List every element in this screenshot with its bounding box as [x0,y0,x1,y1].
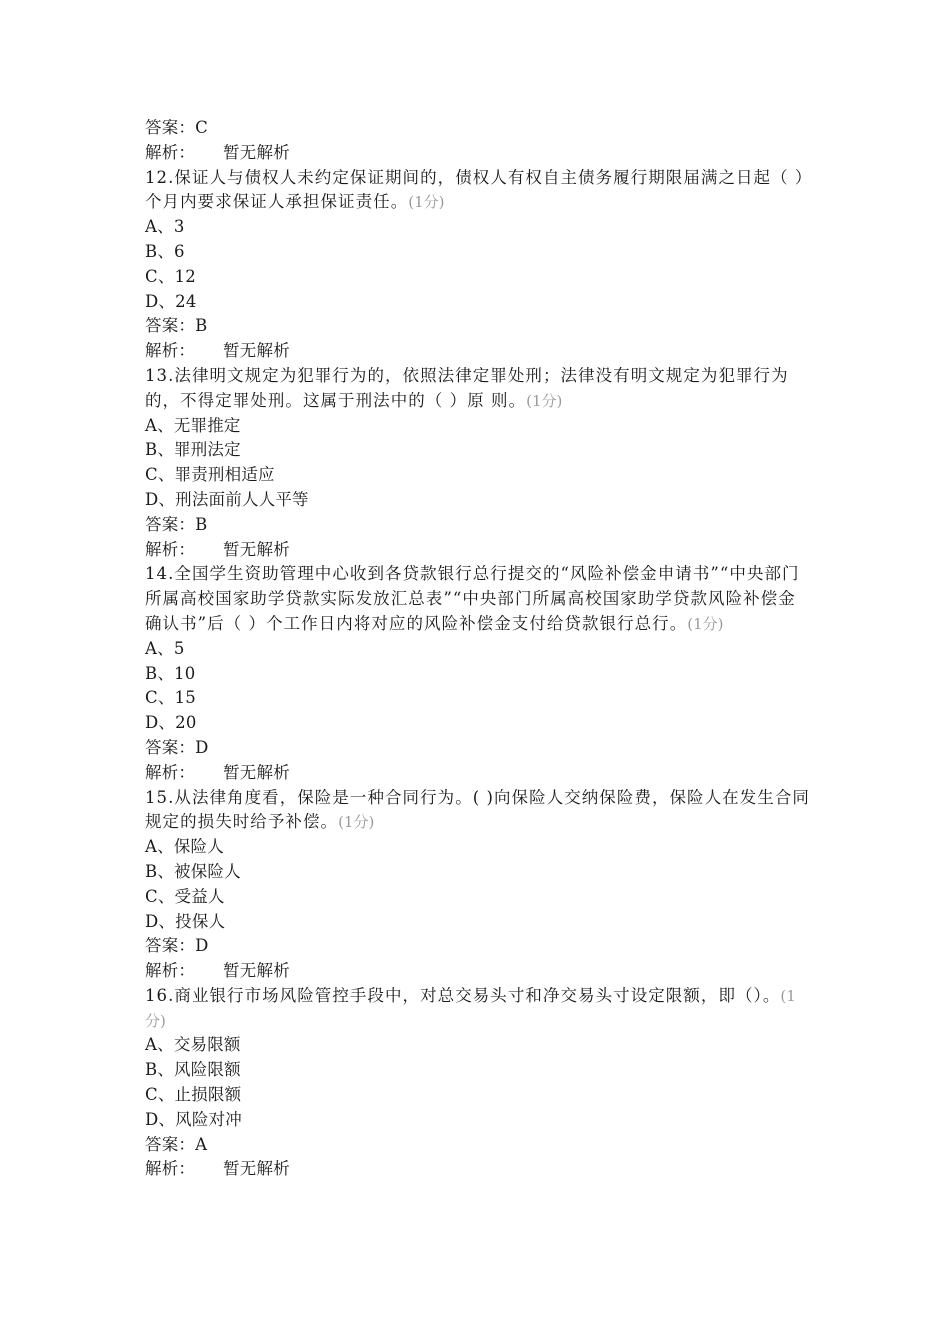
answer-value: D [195,737,209,757]
option-a: A、交易限额 [145,1035,241,1055]
analysis-line [145,1157,813,1182]
option-a: A、3 [145,217,185,237]
analysis-line [145,538,813,563]
answer-line [145,314,813,339]
analysis-value: 暂无解析 [223,539,290,559]
answer-label: 答案： [145,118,196,137]
score-badge: (1分) [145,986,796,1030]
question-stem: 16.商业银行市场风险管控手段中，对总交易头寸和净交易头寸设定限额，即（）。(1分) [145,985,796,1030]
analysis-line [145,959,813,984]
option-a: A、5 [145,638,185,658]
analysis-label: 解析： [145,142,196,162]
answer-line [145,1133,813,1158]
question-16 [145,984,813,1182]
answer-label: 答案： [145,1134,196,1154]
answer-label: 答案： [145,514,196,534]
score-badge: (1分) [687,614,724,633]
analysis-label: 解析： [145,341,196,361]
option-c: C、15 [145,688,196,708]
exam-page [145,116,813,1182]
analysis-value: 暂无解析 [223,762,290,782]
answer-line [145,736,813,761]
question-stem: 13.法律明文规定为犯罪行为的，依照法律定罪处刑；法律没有明文规定为犯罪行为的，不得定罪处刑。这属于刑法中的（ ）原 则。(1分) [145,365,789,410]
answer-line [145,934,813,959]
answer-value: A [195,1134,208,1154]
analysis-label: 解析： [145,762,196,782]
score-badge: (1分) [526,391,563,410]
answer-label: 答案： [145,936,196,956]
analysis-value: 暂无解析 [223,961,290,981]
option-a: A、无罪推定 [145,415,241,435]
question-14 [145,562,813,785]
option-d: D、20 [145,713,197,733]
analysis-line [145,339,813,364]
option-b: B、罪刑法定 [145,440,241,460]
answer-value: C [195,118,208,137]
answer-line [145,116,813,141]
answer-line [145,513,813,538]
analysis-line [145,141,813,166]
option-d: D、24 [145,291,197,311]
analysis-value: 暂无解析 [223,1159,290,1179]
answer-value: B [195,514,208,534]
analysis-line [145,761,813,786]
question-stem: 12.保证人与债权人未约定保证期间的，债权人有权自主债务履行期限届满之日起（ ）个月内要求保证人承担保证责任。(1分) [145,167,813,212]
option-b: B、10 [145,663,196,683]
answer-label: 答案： [145,316,196,336]
option-c: C、12 [145,266,196,286]
analysis-label: 解析： [145,1159,196,1179]
analysis-value: 暂无解析 [223,341,290,361]
option-b: B、被保险人 [145,861,241,881]
analysis-label: 解析： [145,961,196,981]
score-badge: (1分) [408,193,445,212]
answer-value: D [195,936,209,956]
answer-value: B [195,316,208,336]
option-d: D、投保人 [145,911,226,931]
option-c: C、罪责刑相适应 [145,465,275,485]
analysis-value: 暂无解析 [223,142,290,162]
option-d: D、风险对冲 [145,1109,242,1129]
question-stem: 15.从法律角度看，保险是一种合同行为。( )向保险人交纳保险费，保险人在发生合同规定的损失时给予补偿。(1分) [145,787,810,832]
option-c: C、受益人 [145,886,225,906]
option-b: B、风险限额 [145,1060,241,1080]
option-c: C、止损限额 [145,1085,242,1105]
question-stem: 14.全国学生资助管理中心收到各贷款银行总行提交的“风险补偿金申请书”“中央部门所属高校国家助学贷款实际发放汇总表”“中央部门所属高校国家助学贷款风险补偿金确认书”后（ ）个工作日内将对应的风险补偿金支付给贷款银行总行。(1分) [145,564,800,633]
question-15 [145,786,813,984]
question-12 [145,166,813,364]
question-13 [145,364,813,562]
answer-label: 答案： [145,737,196,757]
option-b: B、6 [145,241,185,261]
option-a: A、保险人 [145,837,224,857]
option-d: D、刑法面前人人平等 [145,489,309,509]
score-badge: (1分) [338,813,375,832]
analysis-label: 解析： [145,539,196,559]
